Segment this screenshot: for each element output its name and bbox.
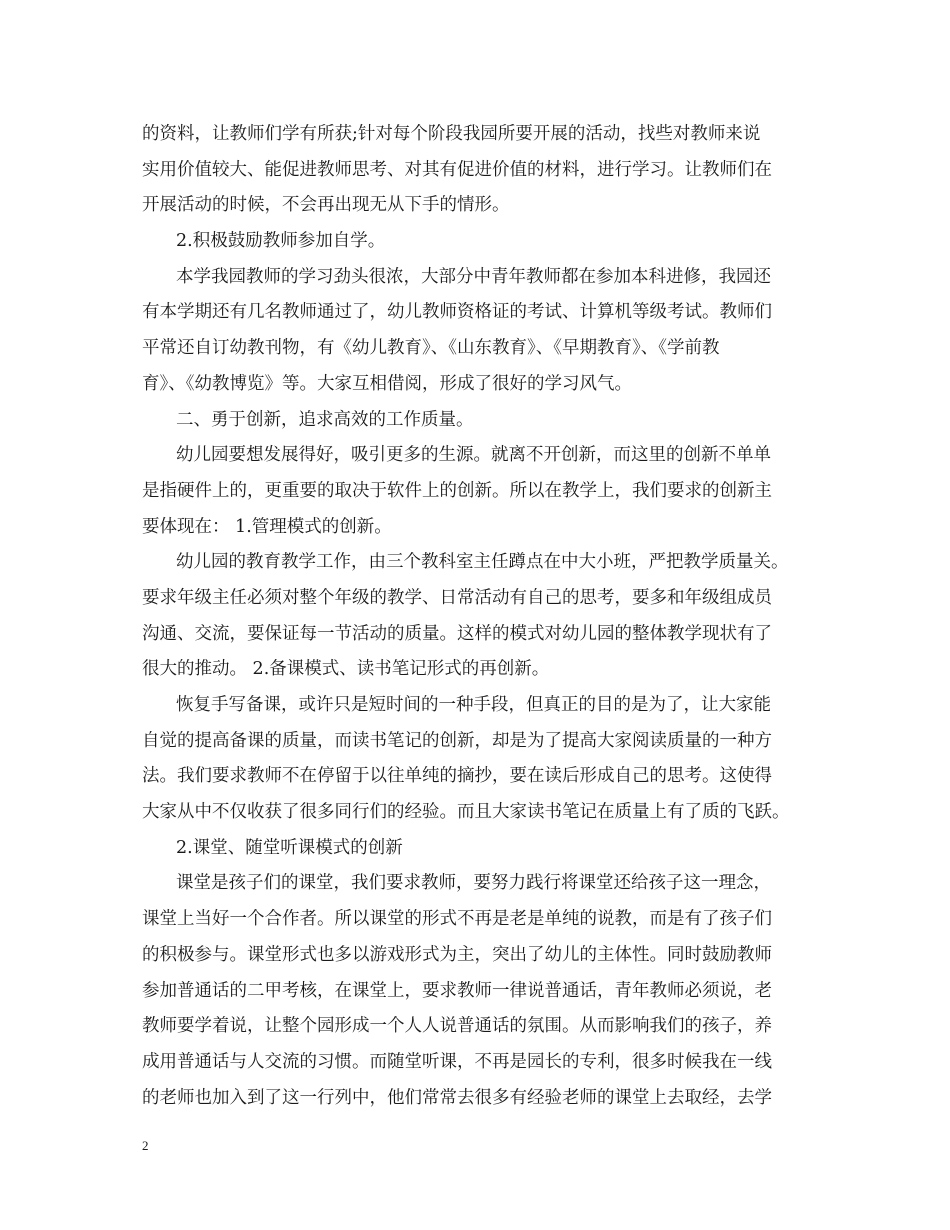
text-line: 大家从中不仅收获了很多同行们的经验。而且大家读书笔记在质量上有了质的飞跃。 — [142, 802, 790, 823]
text-line: 开展活动的时候，不会再出现无从下手的情形。 — [142, 195, 510, 216]
text-line: 恢复手写备课，或许只是短时间的一种手段，但真正的目的是为了，让大家能 — [176, 695, 771, 715]
text-line: 的老师也加入到了这一行列中，他们常常去很多有经验老师的课堂上去取经，去学 — [142, 1087, 772, 1108]
text-line: 要体现在： 1.管理模式的创新。 — [142, 516, 392, 537]
text-line: 课堂是孩子们的课堂，我们要求教师，要努力践行将课堂还给孩子这一理念， — [176, 873, 771, 894]
text-line: 育》、《幼教博览》等。大家互相借阅，形成了很好的学习风气。 — [142, 373, 632, 394]
text-line: 2.课堂、随堂听课模式的创新 — [176, 837, 403, 858]
text-line: 很大的推动。 2.备课模式、读书笔记形式的再创新。 — [142, 659, 550, 680]
text-line: 二、勇于创新，追求高效的工作质量。 — [176, 409, 474, 430]
text-line: 的积极参与。课堂形式也多以游戏形式为主，突出了幼儿的主体性。同时鼓励教师 — [142, 944, 772, 965]
page-number: 2 — [142, 1138, 149, 1153]
text-line: 2.积极鼓励教师参加自学。 — [176, 231, 386, 252]
text-line: 沟通、交流，要保证每一节活动的质量。这样的模式对幼儿园的整体教学现状有了 — [142, 623, 772, 644]
text-line: 平常还自订幼教刊物，有《幼儿教育》、《山东教育》、《早期教育》、《学前教 — [142, 338, 720, 359]
text-line: 幼儿园要想发展得好，吸引更多的生源。就离不开创新，而这里的创新不单单 — [176, 445, 771, 466]
text-line: 自觉的提高备课的质量，而读书笔记的创新，却是为了提高大家阅读质量的一种方 — [142, 730, 772, 751]
text-line: 参加普通话的二甲考核，在课堂上，要求教师一律说普通话，青年教师必须说，老 — [142, 980, 772, 1001]
text-line: 是指硬件上的，更重要的取决于软件上的创新。所以在教学上，我们要求的创新主 — [142, 480, 772, 501]
text-line: 要求年级主任必须对整个年级的教学、日常活动有自己的思考，要多和年级组成员 — [142, 587, 772, 608]
text-line: 教师要学着说，让整个园形成一个人人说普通话的氛围。从而影响我们的孩子，养 — [142, 1016, 772, 1037]
text-line: 课堂上当好一个合作者。所以课堂的形式不再是老是单纯的说教，而是有了孩子们 — [142, 909, 772, 930]
text-line: 幼儿园的教育教学工作，由三个教科室主任蹲点在中大小班，严把教学质量关。 — [176, 552, 789, 573]
text-line: 本学我园教师的学习劲头很浓，大部分中青年教师都在参加本科进修，我园还 — [176, 266, 771, 287]
text-line: 法。我们要求教师不在停留于以往单纯的摘抄，要在读后形成自己的思考。这使得 — [142, 766, 772, 787]
text-line: 实用价值较大、能促进教师思考、对其有促进价值的材料，进行学习。让教师们在 — [142, 159, 772, 180]
text-line: 有本学期还有几名教师通过了，幼儿教师资格证的考试、计算机等级考试。教师们 — [142, 302, 772, 323]
text-line: 成用普通话与人交流的习惯。而随堂听课，不再是园长的专利，很多时候我在一线 — [142, 1051, 772, 1072]
document-body — [142, 117, 812, 1116]
text-line: 的资料，让教师们学有所获;针对每个阶段我园所要开展的活动，找些对教师来说 — [142, 124, 761, 144]
